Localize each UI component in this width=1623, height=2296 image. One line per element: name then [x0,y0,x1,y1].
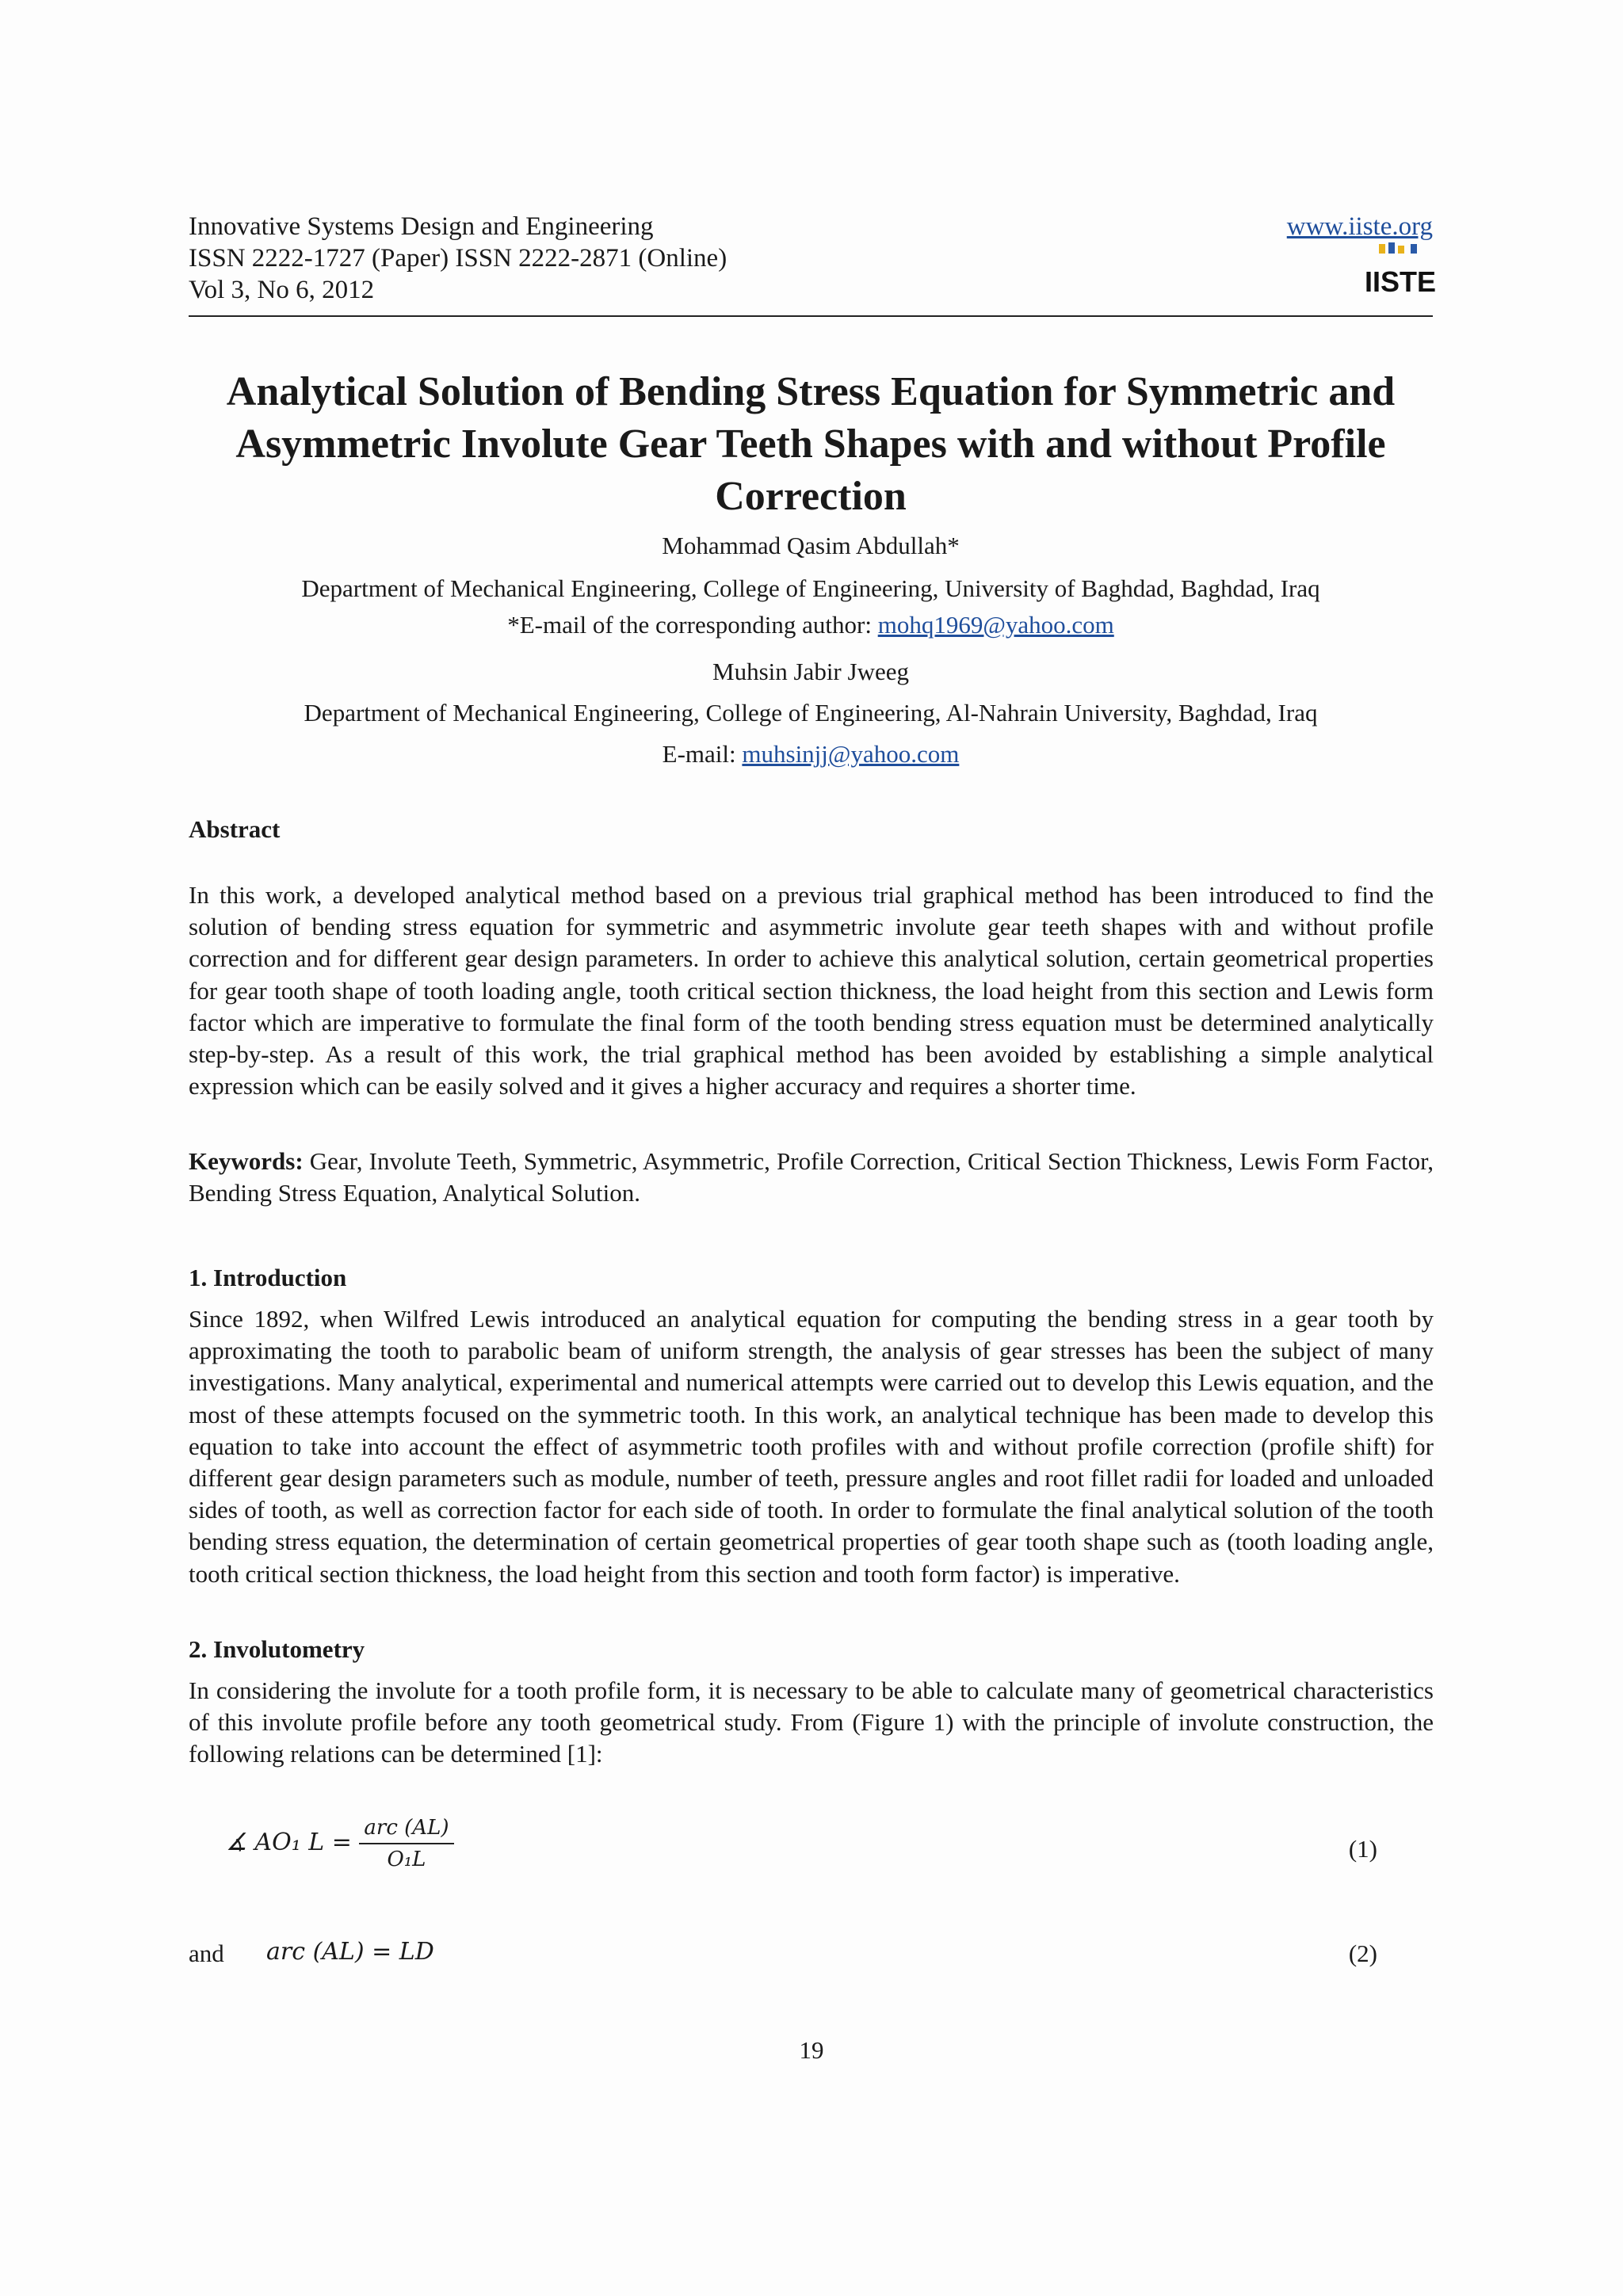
equation-2-number: (2) [1348,1939,1377,1967]
affiliation-2: Department of Mechanical Engineering, College of Engineering, Al-Nahrain University, Baghdad, Iraq [304,699,1318,727]
title-line-3: Correction [715,474,907,519]
equation-1 [226,1816,454,1871]
equation-2-prefix: and [189,1939,224,1967]
equation-1-lhs: ∡ AO₁ L = [226,1829,352,1856]
journal-header [189,211,727,306]
involutometry-text: In considering the involute for a tooth profile form, it is necessary to be able to calculate many of geometrical characteristics of this involute profile before any tooth geometrical study. From (Figure 1) with the principle of involute construction, the following relations can be determined [1]: [189,1676,1434,1768]
logo-text: IISTE [1364,265,1437,298]
email-link-2[interactable]: muhsinjj@yahoo.com [742,740,960,768]
header-divider [189,315,1433,317]
equation-1-number: (1) [1348,1835,1377,1863]
email-line-2 [189,738,1433,770]
email-label-2: E-mail: [662,740,743,768]
page-number: 19 [799,2036,824,2064]
email-link-1[interactable]: mohq1969@yahoo.com [877,611,1114,639]
title-line-1: Analytical Solution of Bending Stress Equation for Symmetric and [226,369,1396,414]
equation-1-denominator: O₁L [387,1848,426,1871]
author-2: Muhsin Jabir Jweeg [712,658,909,685]
email-line-1 [189,609,1433,641]
abstract-text: In this work, a developed analytical method based on a previous trial graphical method has been introduced to find the solution of bending stress equation for symmetric and asymmetric involute gear teeth shapes with and without profile correction and for different gear design parameters. In order to achieve this analytical solution, certain geometrical properties for gear tooth shape of tooth loading angle, tooth critical section thickness, the load height from this section and Lewis form factor which are imperative to formulate the final form of the tooth bending stress equation must be determined analytically step-by-step. As a result of this work, the trial graphical method has been avoided by establishing a simple analytical expression which can be easily solved and it gives a higher accuracy and requires a shorter time. [189,881,1434,1100]
keywords-list: Gear, Involute Teeth, Symmetric, Asymmetric, Profile Correction, Critical Section Thickness, Lewis Form Factor, Bending Stress Equation, Analytical Solution. [189,1147,1434,1207]
iiste-logo-icon [1364,242,1437,299]
journal-name: Innovative Systems Design and Engineering [189,212,654,241]
header-right [1287,211,1433,242]
equation-1-fraction [359,1816,453,1871]
affiliation-1: Department of Mechanical Engineering, College of Engineering, University of Baghdad, Baghdad, Iraq [301,574,1320,602]
paper-title [189,366,1433,523]
introduction-text: Since 1892, when Wilfred Lewis introduced an analytical equation for computing the bending stress in a gear tooth by approximating the tooth to parabolic beam of uniform strength, the analysis of gear stresses has been the subject of many investigations. Many analytical, experimental and numerical attempts were carried out to develop this Lewis equation, and the most of these attempts focused on the symmetric tooth. In this work, an analytical technique has been made to develop this equation to take into account the effect of asymmetric tooth profiles with and without profile correction (profile shift) for different gear design parameters such as module, number of teeth, pressure angles and root fillet radii for loaded and unloaded sides of tooth, as well as correction factor for each side of tooth. In order to formulate the final analytical solution of the tooth bending stress equation, the determination of certain geometrical properties of gear tooth shape such as (tooth loading angle, tooth critical section thickness, the load height from this section and tooth form factor) is imperative. [189,1305,1434,1588]
keywords [189,1146,1434,1209]
website-link[interactable]: www.iiste.org [1286,212,1433,241]
keywords-label: Keywords: [189,1147,304,1175]
section-heading-involutometry: 2. Involutometry [189,1635,365,1663]
title-line-2: Asymmetric Involute Gear Teeth Shapes with and without Profile [235,421,1386,467]
equation-2: arc (AL) = LD [266,1938,434,1966]
email-label-1: *E-mail of the corresponding author: [507,611,878,639]
equation-1-numerator: arc (AL) [359,1816,453,1844]
section-heading-introduction: 1. Introduction [189,1264,347,1291]
abstract-heading: Abstract [189,815,281,843]
author-1: Mohammad Qasim Abdullah* [662,532,960,559]
journal-volume: Vol 3, No 6, 2012 [189,276,375,304]
journal-issn: ISSN 2222-1727 (Paper) ISSN 2222-2871 (Online) [189,244,727,273]
